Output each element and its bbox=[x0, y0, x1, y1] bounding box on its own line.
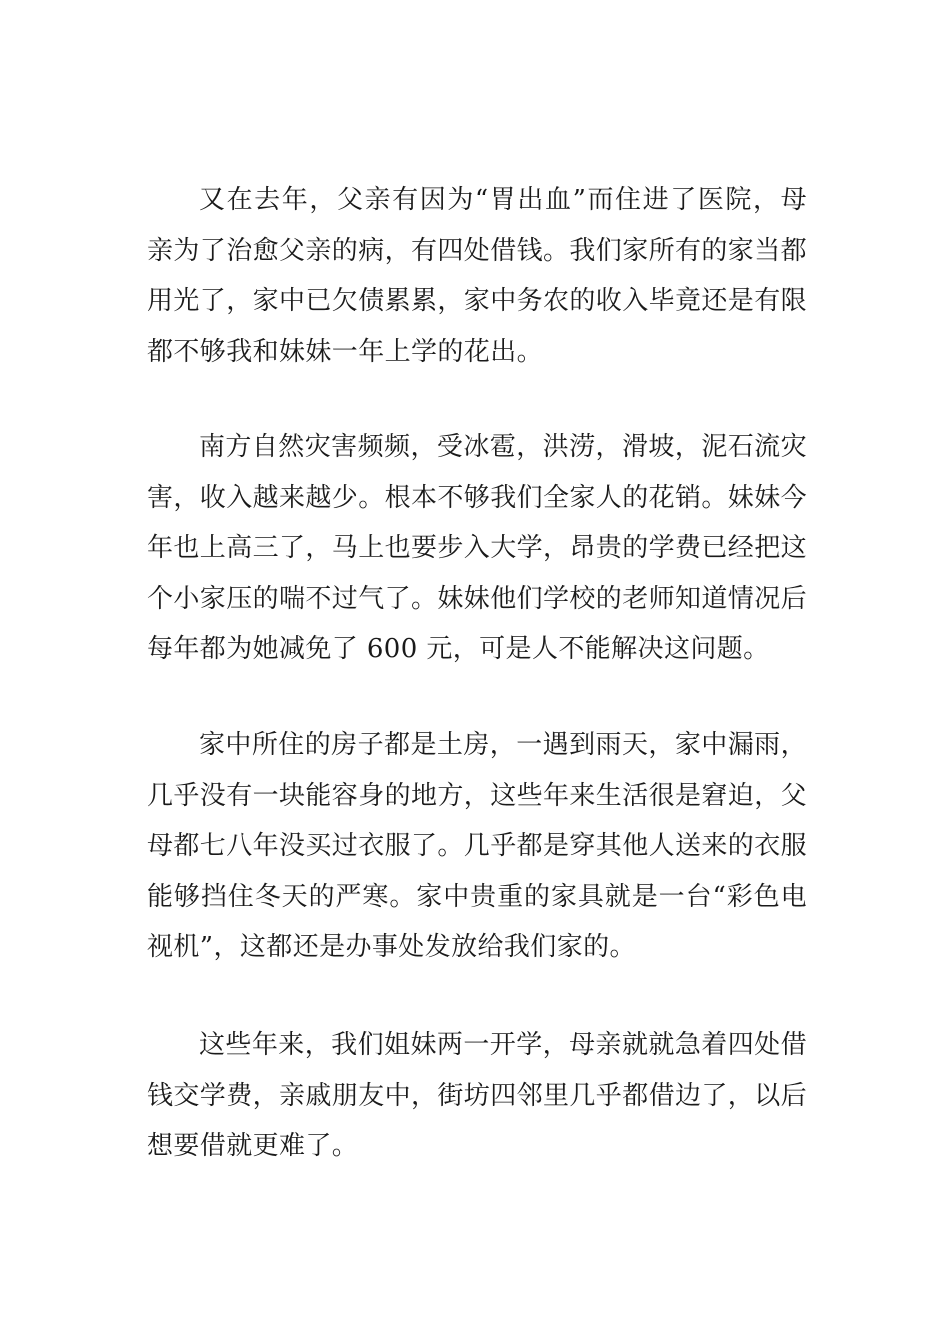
paragraph-1: 又在去年，父亲有因为“胃出血”而住进了医院，母亲为了治愈父亲的病，有四处借钱。我们家所有的家当都用光了，家中已欠债累累，家中务农的收入毕竟还是有限都不够我和妹妹一年上学的花出。 bbox=[147, 185, 808, 367]
paragraph-4: 这些年来，我们姐妹两一开学，母亲就就急着四处借钱交学费，亲戚朋友中，街坊四邻里几乎都借边了，以后想要借就更难了。 bbox=[147, 1030, 808, 1161]
paragraph-2: 南方自然灾害频频，受冰雹，洪涝，滑坡，泥石流灾害，收入越来越少。根本不够我们全家人的花销。妹妹今年也上高三了，马上也要步入大学，昂贵的学费已经把这个小家压的喘不过气了。妹妹他们学校的老师知道情况后每年都为她减免了 600 元，可是人不能解决这问题。 bbox=[147, 432, 808, 664]
paragraph-3: 家中所住的房子都是土房，一遇到雨天，家中漏雨，几乎没有一块能容身的地方，这些年来生活很是窘迫，父母都七八年没买过衣服了。几乎都是穿其他人送来的衣服能够挡住冬天的严寒。家中贵重的家具就是一台“彩色电视机”，这都还是办事处发放给我们家的。 bbox=[147, 730, 808, 962]
